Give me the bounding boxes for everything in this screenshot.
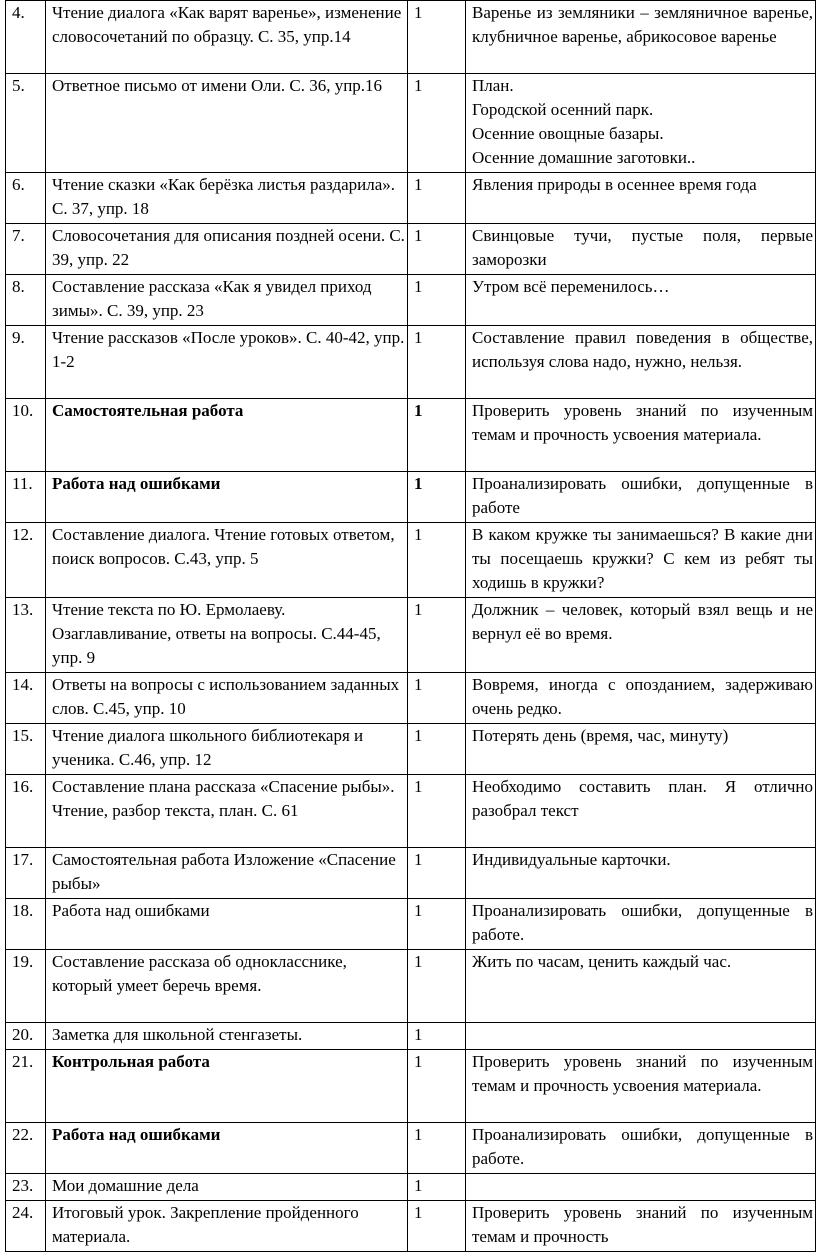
lesson-theme: Контрольная работа	[46, 1050, 408, 1123]
lesson-number: 10.	[6, 399, 46, 472]
lesson-theme: Ответное письмо от имени Оли. С. 36, упр.16	[46, 74, 408, 173]
lesson-number: 24.	[6, 1201, 46, 1252]
lesson-goal	[466, 1123, 816, 1174]
lesson-hours: 1	[408, 1, 466, 74]
lesson-goal	[466, 950, 816, 1023]
lesson-goal	[466, 275, 816, 326]
table-row	[6, 399, 816, 472]
lesson-number: 17.	[6, 848, 46, 899]
lesson-goal-line: Проверить уровень знаний по изученным темам и прочность усвоения материала.	[472, 401, 813, 444]
lesson-theme: Чтение диалога «Как варят варенье», изменение словосочетаний по образцу. С. 35, упр.14	[46, 1, 408, 74]
lesson-number: 15.	[6, 724, 46, 775]
lesson-number: 20.	[6, 1023, 46, 1050]
lesson-theme: Самостоятельная работа Изложение «Спасение рыбы»	[46, 848, 408, 899]
lesson-number: 11.	[6, 472, 46, 523]
lesson-goal-line: Проанализировать ошибки, допущенные в работе.	[472, 1125, 813, 1168]
lesson-number: 9.	[6, 326, 46, 399]
lesson-theme: Самостоятельная работа	[46, 399, 408, 472]
table-row	[6, 74, 816, 173]
lesson-hours: 1	[408, 326, 466, 399]
lesson-theme: Чтение диалога школьного библиотекаря и ученика. С.46, упр. 12	[46, 724, 408, 775]
lesson-hours: 1	[408, 275, 466, 326]
lesson-goal-line: Городской осенний парк.	[472, 100, 654, 119]
lesson-goal-line: Вовремя, иногда с опозданием, задерживаю очень редко.	[472, 675, 813, 718]
lesson-number: 6.	[6, 173, 46, 224]
table-row	[6, 173, 816, 224]
lesson-goal	[466, 848, 816, 899]
table-row	[6, 326, 816, 399]
table-row	[6, 673, 816, 724]
lesson-goal	[466, 598, 816, 673]
lesson-goal	[466, 399, 816, 472]
lesson-hours: 1	[408, 950, 466, 1023]
lesson-hours: 1	[408, 173, 466, 224]
lesson-goal-line: Должник – человек, который взял вещь и не вернул её во время.	[472, 600, 813, 643]
lesson-number: 22.	[6, 1123, 46, 1174]
lesson-hours: 1	[408, 472, 466, 523]
lesson-goal	[466, 1050, 816, 1123]
lesson-number: 18.	[6, 899, 46, 950]
lesson-number: 23.	[6, 1174, 46, 1201]
lesson-theme: Чтение сказки «Как берёзка листья раздарила». С. 37, упр. 18	[46, 173, 408, 224]
table-row	[6, 1174, 816, 1201]
lesson-goal-line: Составление правил поведения в обществе, используя слова надо, нужно, нельзя.	[472, 328, 813, 371]
lesson-goal	[466, 472, 816, 523]
table-row	[6, 848, 816, 899]
lesson-goal-line: Проанализировать ошибки, допущенные в работе.	[472, 901, 813, 944]
lesson-goal	[466, 224, 816, 275]
lesson-goal	[466, 1, 816, 74]
table-row	[6, 472, 816, 523]
lesson-goal	[466, 1174, 816, 1201]
lesson-goal	[466, 523, 816, 598]
table-row	[6, 724, 816, 775]
table-row	[6, 775, 816, 848]
lesson-theme: Заметка для школьной стенгазеты.	[46, 1023, 408, 1050]
lesson-goal	[466, 74, 816, 173]
lesson-number: 7.	[6, 224, 46, 275]
table-row	[6, 1023, 816, 1050]
lesson-hours: 1	[408, 899, 466, 950]
lesson-hours: 1	[408, 848, 466, 899]
lesson-number: 16.	[6, 775, 46, 848]
table-row	[6, 275, 816, 326]
lesson-number: 12.	[6, 523, 46, 598]
lesson-hours: 1	[408, 224, 466, 275]
lesson-hours: 1	[408, 1023, 466, 1050]
lesson-theme: Работа над ошибками	[46, 1123, 408, 1174]
lesson-theme: Итоговый урок. Закрепление пройденного материала.	[46, 1201, 408, 1252]
table-row	[6, 1201, 816, 1252]
table-row	[6, 598, 816, 673]
lesson-hours: 1	[408, 724, 466, 775]
lesson-hours: 1	[408, 399, 466, 472]
lesson-goal-line: Необходимо составить план. Я отлично разобрал текст	[472, 777, 813, 820]
lesson-goal-line: Явления природы в осеннее время года	[472, 175, 757, 194]
lesson-number: 5.	[6, 74, 46, 173]
lesson-number: 4.	[6, 1, 46, 74]
table-row	[6, 523, 816, 598]
table-row	[6, 1, 816, 74]
lesson-goal	[466, 173, 816, 224]
lesson-goal	[466, 1023, 816, 1050]
lesson-goal-line: В каком кружке ты занимаешься? В какие дни ты посещаешь кружки? С кем из ребят ты ходишь в кружки?	[472, 525, 813, 592]
lesson-goal	[466, 673, 816, 724]
lesson-theme: Работа над ошибками	[46, 899, 408, 950]
lesson-theme: Чтение рассказов «После уроков». С. 40-42, упр. 1-2	[46, 326, 408, 399]
lesson-goal	[466, 724, 816, 775]
table-row	[6, 950, 816, 1023]
table-row	[6, 1123, 816, 1174]
lesson-hours: 1	[408, 673, 466, 724]
lesson-hours: 1	[408, 598, 466, 673]
lesson-theme: Ответы на вопросы с использованием заданных слов. С.45, упр. 10	[46, 673, 408, 724]
lesson-theme: Составление диалога. Чтение готовых ответом, поиск вопросов. С.43, упр. 5	[46, 523, 408, 598]
lesson-goal-line: Жить по часам, ценить каждый час.	[472, 952, 732, 971]
lesson-goal-line: Свинцовые тучи, пустые поля, первые заморозки	[472, 226, 813, 269]
lesson-theme: Работа над ошибками	[46, 472, 408, 523]
lesson-number: 14.	[6, 673, 46, 724]
lesson-hours: 1	[408, 775, 466, 848]
lesson-goal-line: Варенье из земляники – земляничное варенье, клубничное варенье, абрикосовое варенье	[472, 3, 813, 46]
lesson-plan-table	[5, 0, 816, 1252]
lesson-hours: 1	[408, 523, 466, 598]
lesson-goal-line: План.	[472, 76, 514, 95]
lesson-number: 8.	[6, 275, 46, 326]
lesson-number: 13.	[6, 598, 46, 673]
table-row	[6, 899, 816, 950]
lesson-theme: Мои домашние дела	[46, 1174, 408, 1201]
lesson-goal-line: Проверить уровень знаний по изученным темам и прочность усвоения материала.	[472, 1052, 813, 1095]
lesson-goal	[466, 899, 816, 950]
lesson-goal-line: Утром всё переменилось…	[472, 277, 670, 296]
lesson-goal-line: Индивидуальные карточки.	[472, 850, 671, 869]
lesson-goal-line: Потерять день (время, час, минуту)	[472, 726, 729, 745]
lesson-theme: Чтение текста по Ю. Ермолаеву. Озаглавливание, ответы на вопросы. С.44-45, упр. 9	[46, 598, 408, 673]
lesson-goal	[466, 775, 816, 848]
lesson-theme: Составление рассказа об однокласснике, который умеет беречь время.	[46, 950, 408, 1023]
lesson-hours: 1	[408, 1123, 466, 1174]
lesson-hours: 1	[408, 1050, 466, 1123]
lesson-theme: Словосочетания для описания поздней осени. С. 39, упр. 22	[46, 224, 408, 275]
lesson-hours: 1	[408, 1201, 466, 1252]
lesson-goal	[466, 1201, 816, 1252]
lesson-goal	[466, 326, 816, 399]
table-row	[6, 224, 816, 275]
lesson-goal-line: Осенние овощные базары.	[472, 124, 664, 143]
lesson-goal-line: Проанализировать ошибки, допущенные в работе	[472, 474, 813, 517]
lesson-number: 21.	[6, 1050, 46, 1123]
lesson-hours: 1	[408, 1174, 466, 1201]
lesson-theme: Составление плана рассказа «Спасение рыбы». Чтение, разбор текста, план. С. 61	[46, 775, 408, 848]
table-row	[6, 1050, 816, 1123]
lesson-goal-line: Осенние домашние заготовки..	[472, 148, 696, 167]
lesson-goal-line: Проверить уровень знаний по изученным темам и прочность	[472, 1203, 813, 1246]
lesson-hours: 1	[408, 74, 466, 173]
lesson-number: 19.	[6, 950, 46, 1023]
lesson-theme: Составление рассказа «Как я увидел приход зимы». С. 39, упр. 23	[46, 275, 408, 326]
